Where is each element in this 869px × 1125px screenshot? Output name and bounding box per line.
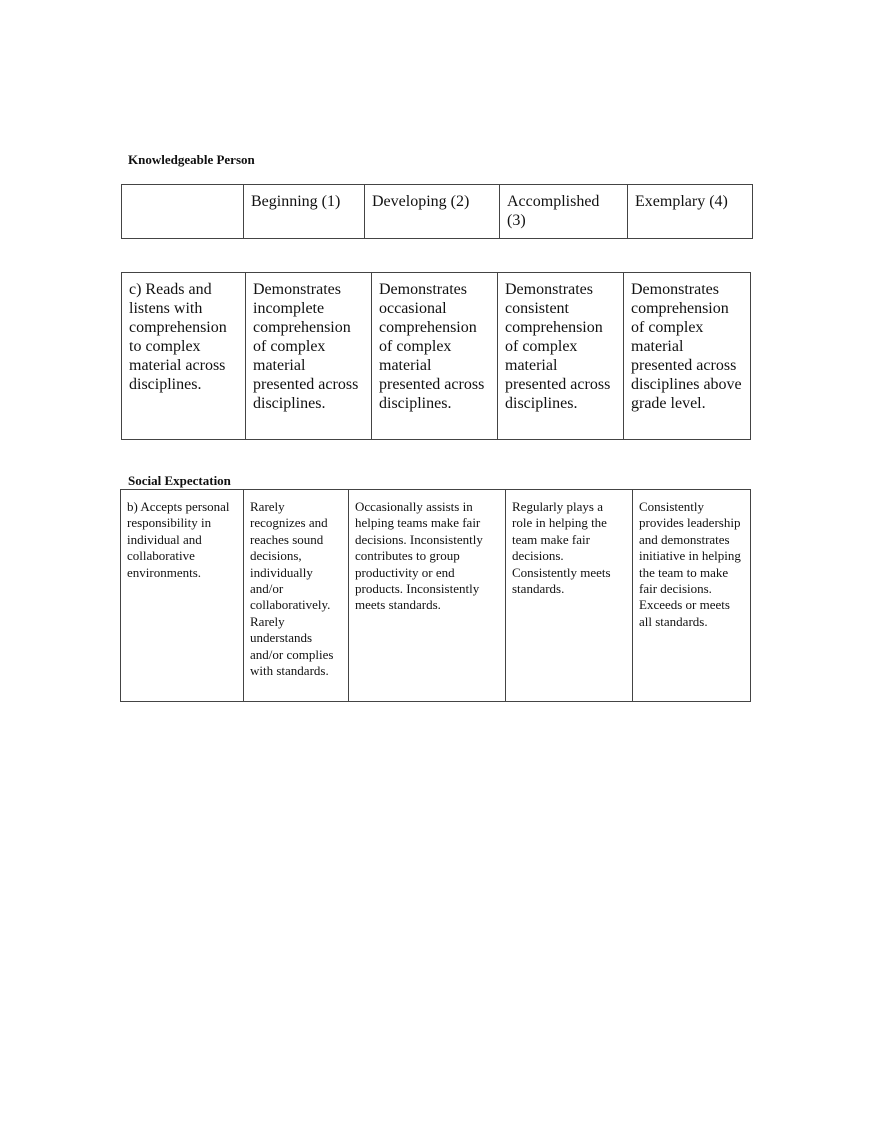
beginning-cell: Demonstrates incomplete comprehension of complex material presented across disciplines.: [246, 273, 372, 440]
rubric-knowledgeable-table: [121, 272, 751, 440]
header-cell-accomplished: Accomplished (3): [500, 185, 628, 239]
rubric-social-table: [120, 489, 751, 702]
header-cell-beginning: Beginning (1): [244, 185, 365, 239]
criterion-cell: b) Accepts personal responsibility in individual and collaborative environments.: [121, 490, 244, 702]
developing-cell: Demonstrates occasional comprehension of complex material presented across disciplines.: [372, 273, 498, 440]
rubric-header-table: [121, 184, 753, 239]
header-cell-developing: Developing (2): [365, 185, 500, 239]
header-cell-exemplary: Exemplary (4): [628, 185, 753, 239]
table-row: [122, 185, 753, 239]
accomplished-cell: Regularly plays a role in helping the team make fair decisions. Consistently meets standards.: [506, 490, 633, 702]
criterion-cell: c) Reads and listens with comprehension to complex material across disciplines.: [122, 273, 246, 440]
header-cell-criterion: [122, 185, 244, 239]
beginning-cell: Rarely recognizes and reaches sound decisions, individually and/or collaboratively. Rarely understands and/or complies with standards.: [244, 490, 349, 702]
developing-cell: Occasionally assists in helping teams make fair decisions. Inconsistently contributes to group productivity or end products. Inconsistently meets standards.: [349, 490, 506, 702]
accomplished-cell: Demonstrates consistent comprehension of complex material presented across disciplines.: [498, 273, 624, 440]
section-heading-social: Social Expectation: [128, 473, 231, 488]
exemplary-cell: Demonstrates comprehension of complex material presented across disciplines above grade level.: [624, 273, 751, 440]
table-row: [122, 273, 751, 440]
table-row: [121, 490, 751, 702]
section-heading-knowledgeable: Knowledgeable Person: [128, 152, 255, 167]
exemplary-cell: Consistently provides leadership and demonstrates initiative in helping the team to make fair decisions. Exceeds or meets all standards.: [633, 490, 751, 702]
